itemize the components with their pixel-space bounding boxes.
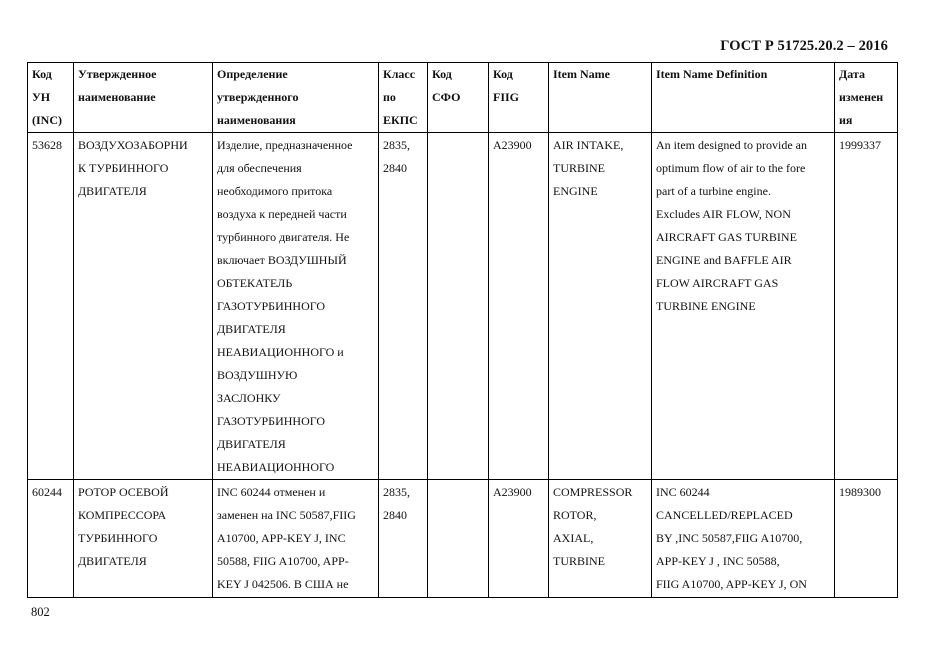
catalog-table <box>27 62 898 598</box>
table-row <box>28 133 898 480</box>
column-header-item-name: Item Name <box>549 63 652 133</box>
cell-sfo <box>428 133 489 480</box>
cell-class: 2835, 2840 <box>379 133 428 480</box>
cell-date: 1999337 <box>835 133 898 480</box>
column-header-sfo: Код СФО <box>428 63 489 133</box>
column-header-approved-name: Утвержденное наименование <box>74 63 213 133</box>
cell-item-definition: An item designed to provide an optimum flow of air to the fore part of a turbine engine. Excludes AIR FLOW, NON AIRCRAFT GAS TURBINE ENGINE and BAFFLE AIR FLOW AIRCRAFT GAS TURBINE ENGINE <box>652 133 835 480</box>
cell-fiig: A23900 <box>489 133 549 480</box>
cell-inc: 60244 <box>28 480 74 598</box>
column-header-class: Класс по ЕКПС <box>379 63 428 133</box>
cell-item-name: AIR INTAKE, TURBINE ENGINE <box>549 133 652 480</box>
column-header-fiig: Код FIIG <box>489 63 549 133</box>
cell-sfo <box>428 480 489 598</box>
document-header: ГОСТ Р 51725.20.2 – 2016 <box>720 38 888 54</box>
page-number: 802 <box>31 605 50 619</box>
cell-definition: INC 60244 отменен и заменен на INC 50587,FIIG A10700, APP-KEY J, INC 50588, FIIG A10700, APP- KEY J 042506. В США не <box>213 480 379 598</box>
cell-item-name: COMPRESSOR ROTOR, AXIAL, TURBINE <box>549 480 652 598</box>
table-header-row <box>28 63 898 133</box>
cell-approved-name: РОТОР ОСЕВОЙ КОМПРЕССОРА ТУРБИННОГО ДВИГАТЕЛЯ <box>74 480 213 598</box>
cell-fiig: A23900 <box>489 480 549 598</box>
cell-class: 2835, 2840 <box>379 480 428 598</box>
column-header-item-definition: Item Name Definition <box>652 63 835 133</box>
cell-definition: Изделие, предназначенное для обеспечения необходимого притока воздуха к передней части турбинного двигателя. Не включает ВОЗДУШНЫЙ ОБТЕКАТЕЛЬ ГАЗОТУРБИННОГО ДВИГАТЕЛЯ НЕАВИАЦИОННОГО и ВОЗДУШНУЮ ЗАСЛОНКУ ГАЗОТУРБИННОГО ДВИГАТЕЛЯ НЕАВИАЦИОННОГО <box>213 133 379 480</box>
table-row <box>28 480 898 598</box>
cell-approved-name: ВОЗДУХОЗАБОРНИ К ТУРБИННОГО ДВИГАТЕЛЯ <box>74 133 213 480</box>
column-header-date: Дата изменен ия <box>835 63 898 133</box>
column-header-inc: Код УН (INC) <box>28 63 74 133</box>
cell-inc: 53628 <box>28 133 74 480</box>
cell-item-definition: INC 60244 CANCELLED/REPLACED BY ,INC 50587,FIIG A10700, APP-KEY J , INC 50588, FIIG A10700, APP-KEY J, ON <box>652 480 835 598</box>
column-header-definition: Определение утвержденного наименования <box>213 63 379 133</box>
cell-date: 1989300 <box>835 480 898 598</box>
